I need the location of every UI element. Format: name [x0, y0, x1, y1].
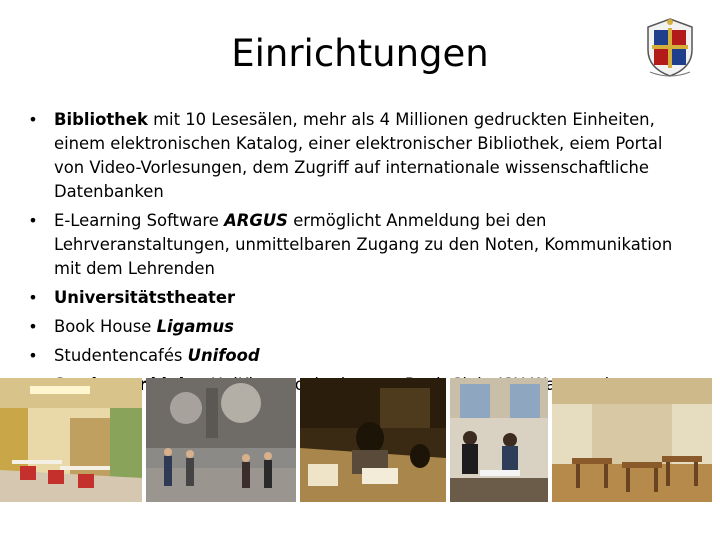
student-club-room-photo [552, 378, 712, 502]
library-reading-photo [300, 378, 446, 502]
university-crest-icon [640, 16, 700, 80]
bullet-text-pre: Book House [54, 317, 157, 336]
bullet-emphasis: Ligamus [156, 317, 234, 336]
bullet-lead: Bibliothek [54, 110, 148, 129]
bullet-dot-icon: • [28, 288, 38, 307]
bullet-bookhouse [26, 315, 696, 339]
photo-strip [0, 378, 720, 502]
bullet-list [26, 108, 696, 421]
theater-mural-photo [146, 378, 296, 502]
bullet-cafes [26, 344, 696, 368]
bullet-text: mit 10 Lesesälen, mehr als 4 Millionen gedruckten Einheiten, einem elektronischen Katalog, einer elektronischer Bibliothek, eiem Portal von Video-Vorlesungen, dem Zugriff auf internationale wissenschaftliche Datenbanken [54, 110, 663, 201]
bullet-dot-icon: • [28, 211, 38, 230]
bullet-dot-icon: • [28, 317, 38, 336]
bullet-dot-icon: • [28, 346, 38, 365]
bullet-lead: Universitätstheater [54, 288, 236, 307]
bullet-text-pre: Studentencafés [54, 346, 188, 365]
bullet-bibliothek [26, 108, 696, 204]
book-house-cafe-photo [450, 378, 548, 502]
bullet-emphasis: ARGUS [224, 211, 288, 230]
slide-title: Einrichtungen [231, 32, 489, 75]
bullet-text-pre: E-Learning Software [54, 211, 225, 230]
bullet-dot-icon: • [28, 110, 38, 129]
cafe-interior-photo [0, 378, 142, 502]
bullet-theater [26, 286, 696, 310]
bullet-emphasis: Unifood [187, 346, 260, 365]
bullet-text-post: ermöglicht Anmeldung bei den Lehrveranstaltungen, unmittelbaren Zugang zu den Noten, Kommunikation mit dem Lehrenden [54, 211, 673, 278]
bullet-elearning [26, 209, 696, 281]
